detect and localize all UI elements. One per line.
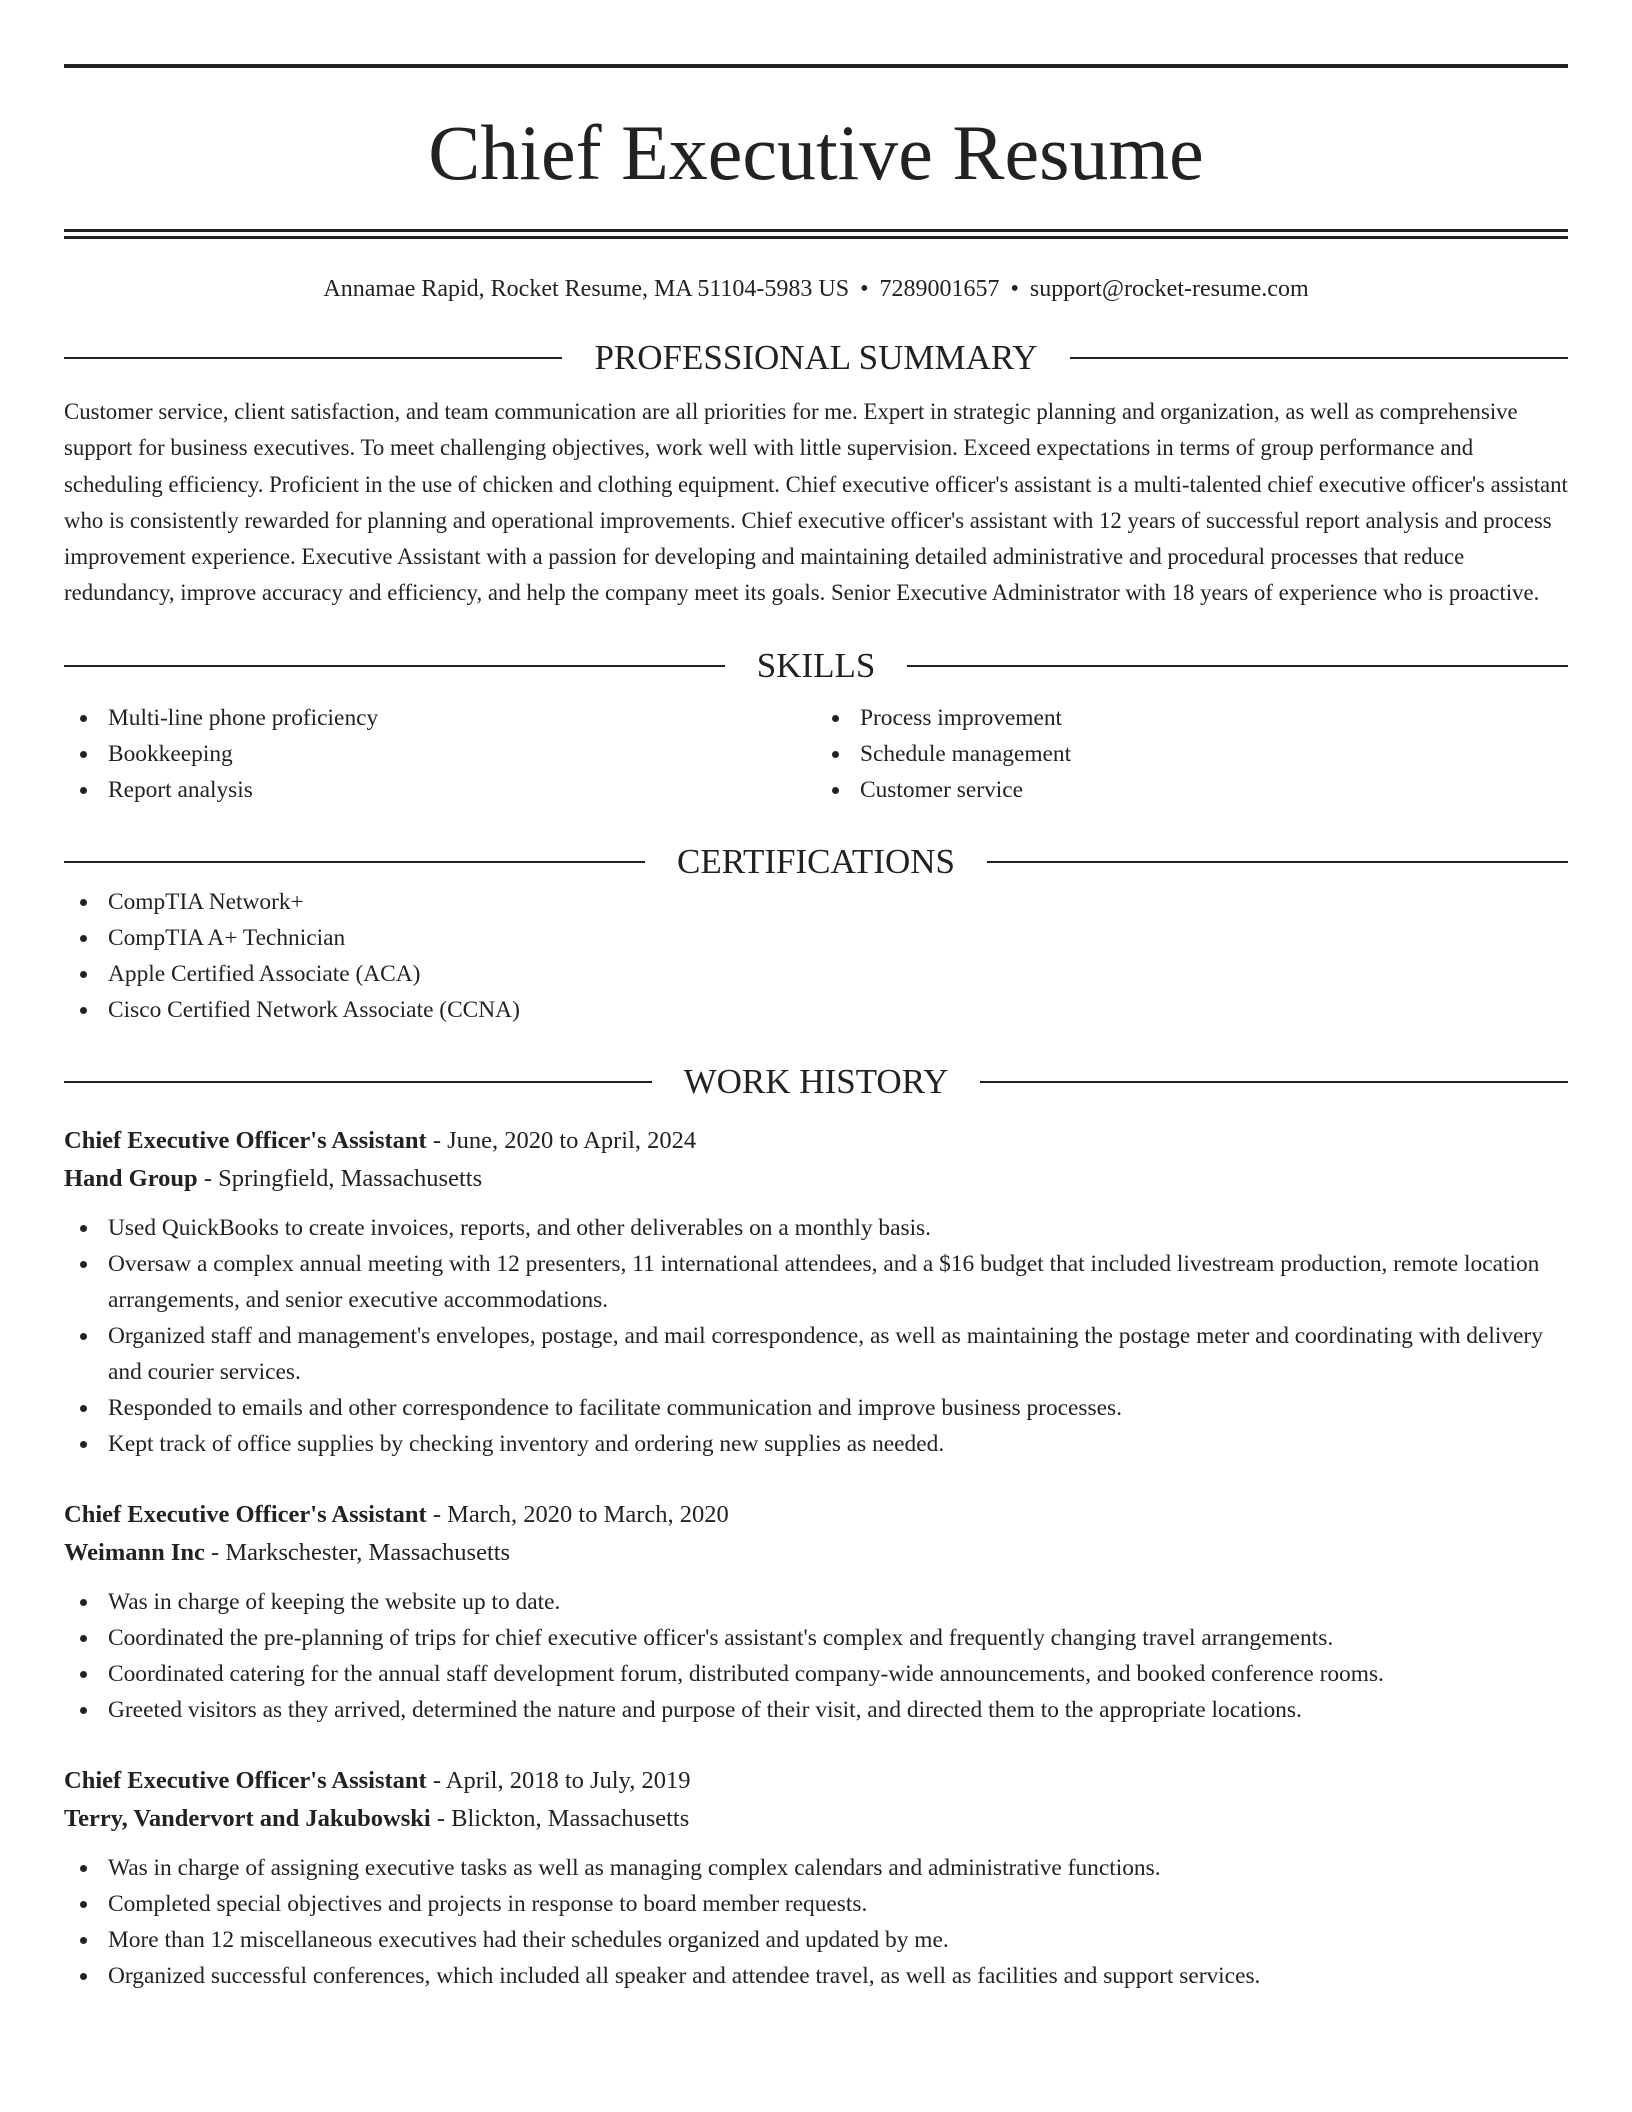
job-duty-item: Organized staff and management's envelopes, postage, and mail correspondence, as well as maintaining the postage meter and coordinating with delivery and courier services. xyxy=(64,1318,1568,1390)
skill-item: Customer service xyxy=(816,772,1568,808)
top-rule xyxy=(64,64,1568,68)
job-company-line xyxy=(64,1160,1568,1198)
job-duties-list xyxy=(64,1850,1568,1994)
skill-item: Schedule management xyxy=(816,736,1568,772)
job-duty-item: Kept track of office supplies by checking inventory and ordering new supplies as needed. xyxy=(64,1426,1568,1462)
contact-line xyxy=(64,274,1568,304)
contact-phone: 7289001657 xyxy=(879,276,1000,302)
job-duty-item: Greeted visitors as they arrived, determined the nature and purpose of their visit, and directed them to the appropriate locations. xyxy=(64,1692,1568,1728)
job-location: - Markschester, Massachusetts xyxy=(204,1538,511,1566)
job-duty-item: Coordinated the pre-planning of trips for chief executive officer's assistant's complex and frequently changing travel arrangements. xyxy=(64,1620,1568,1656)
job-duty-item: Coordinated catering for the annual staff development forum, distributed company-wide announcements, and booked conference rooms. xyxy=(64,1656,1568,1692)
skill-item: Report analysis xyxy=(64,772,816,808)
job-company: Weimann Inc xyxy=(64,1538,205,1566)
summary-text: Customer service, client satisfaction, and team communication are all priorities for me. Expert in strategic planning and organization, as well as comprehensive support for business executives. To meet challenging objectives, work well with little supervision. Exceed expectations in terms of group performance and scheduling efficiency. Proficient in the use of chicken and clothing equipment. Chief executive officer's assistant is a multi-talented chief executive officer's assistant who is consistently rewarded for planning and operational improvements. Chief executive officer's assistant with 12 years of successful report analysis and process improvement experience. Executive Assistant with a passion for developing and maintaining detailed administrative and procedural processes that reduce redundancy, improve accuracy and efficiency, and help the company meet its goals. Senior Executive Administrator with 18 years of experience who is proactive. xyxy=(64,399,1568,606)
job-duty-item: More than 12 miscellaneous executives had their schedules organized and updated by me. xyxy=(64,1922,1568,1958)
skill-item: Bookkeeping xyxy=(64,736,816,772)
job-title-line xyxy=(64,1762,1568,1800)
contact-address: Annamae Rapid, Rocket Resume, MA 51104-5983 US xyxy=(323,276,850,302)
job-location: - Springfield, Massachusetts xyxy=(197,1164,483,1192)
job-company: Terry, Vandervort and Jakubowski xyxy=(64,1804,431,1832)
certification-item: Apple Certified Associate (ACA) xyxy=(64,956,1568,992)
section-title-work: WORK HISTORY xyxy=(683,1061,949,1101)
job-title: Chief Executive Officer's Assistant xyxy=(64,1766,427,1794)
job-dates: - June, 2020 to April, 2024 xyxy=(426,1126,697,1154)
section-header-skills xyxy=(64,644,1568,688)
skill-item: Multi-line phone proficiency xyxy=(64,700,816,736)
job-duty-item: Was in charge of assigning executive tasks as well as managing complex calendars and administrative functions. xyxy=(64,1850,1568,1886)
job-duties-list xyxy=(64,1210,1568,1462)
job-entry xyxy=(64,1496,1568,1728)
divider-line xyxy=(980,1081,1568,1083)
divider-line xyxy=(1070,357,1568,359)
divider-line xyxy=(64,665,725,667)
contact-separator: • xyxy=(860,276,869,302)
divider-line xyxy=(907,665,1568,667)
divider-line xyxy=(64,357,562,359)
job-location: - Blickton, Massachusetts xyxy=(430,1804,690,1832)
section-header-work xyxy=(64,1060,1568,1104)
section-title-certifications: CERTIFICATIONS xyxy=(677,841,955,881)
job-duty-item: Oversaw a complex annual meeting with 12 presenters, 11 international attendees, and a $16 budget that included livestream production, remote location arrangements, and senior executive accommodations. xyxy=(64,1246,1568,1318)
job-entry xyxy=(64,1762,1568,1994)
contact-email: support@rocket-resume.com xyxy=(1029,276,1309,302)
certifications-list xyxy=(64,884,1568,1028)
divider-line xyxy=(64,861,645,863)
job-dates: - April, 2018 to July, 2019 xyxy=(426,1766,691,1794)
job-company: Hand Group xyxy=(64,1164,198,1192)
job-duty-item: Organized successful conferences, which included all speaker and attendee travel, as well as facilities and support services. xyxy=(64,1958,1568,1994)
divider-line xyxy=(64,1081,652,1083)
job-title-line xyxy=(64,1122,1568,1160)
contact-separator: • xyxy=(1010,276,1019,302)
job-dates: - March, 2020 to March, 2020 xyxy=(426,1500,729,1528)
section-title-summary: PROFESSIONAL SUMMARY xyxy=(594,338,1038,377)
job-title: Chief Executive Officer's Assistant xyxy=(64,1500,427,1528)
section-header-summary xyxy=(64,336,1568,380)
section-header-certifications xyxy=(64,840,1568,884)
skills-grid xyxy=(64,700,1568,808)
job-duty-item: Responded to emails and other correspondence to facilitate communication and improve business processes. xyxy=(64,1390,1568,1426)
resume-title: Chief Executive Resume xyxy=(428,109,1204,196)
job-title: Chief Executive Officer's Assistant xyxy=(64,1126,427,1154)
skills-list-left xyxy=(64,700,816,808)
job-entry xyxy=(64,1122,1568,1462)
section-title-skills: SKILLS xyxy=(756,645,876,685)
job-duty-item: Completed special objectives and projects in response to board member requests. xyxy=(64,1886,1568,1922)
certification-item: CompTIA A+ Technician xyxy=(64,920,1568,956)
divider-line xyxy=(987,861,1568,863)
job-duty-item: Was in charge of keeping the website up to date. xyxy=(64,1584,1568,1620)
job-company-line xyxy=(64,1534,1568,1572)
job-title-line xyxy=(64,1496,1568,1534)
job-duties-list xyxy=(64,1584,1568,1728)
job-company-line xyxy=(64,1800,1568,1838)
job-duty-item: Used QuickBooks to create invoices, reports, and other deliverables on a monthly basis. xyxy=(64,1210,1568,1246)
title-double-rule xyxy=(64,229,1568,239)
skill-item: Process improvement xyxy=(816,700,1568,736)
certification-item: Cisco Certified Network Associate (CCNA) xyxy=(64,992,1568,1028)
certification-item: CompTIA Network+ xyxy=(64,884,1568,920)
skills-list-right xyxy=(816,700,1568,808)
